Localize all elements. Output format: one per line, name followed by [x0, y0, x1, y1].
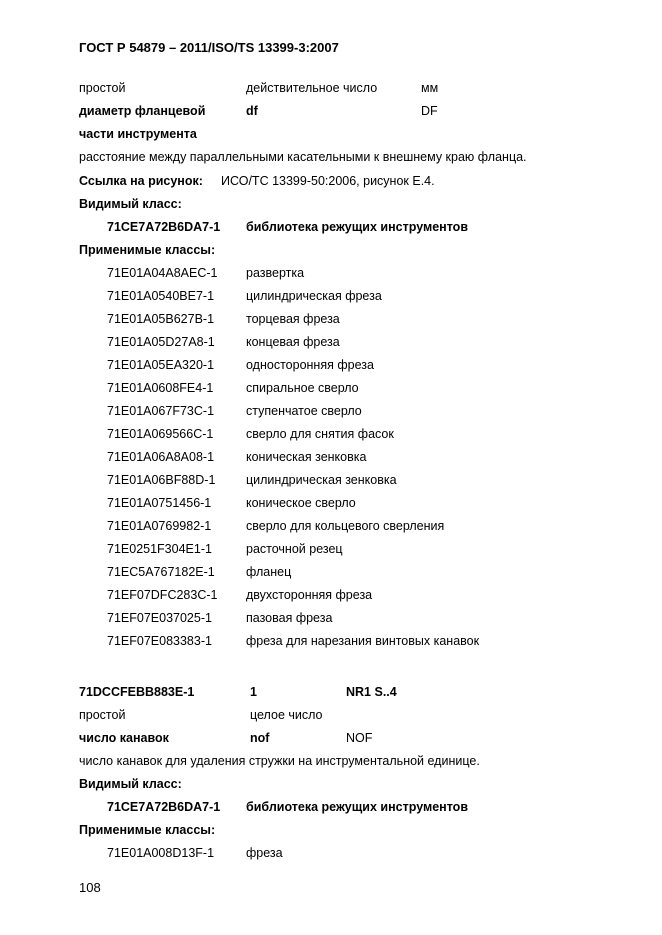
b2-visible-class-name: библиотека режущих инструментов: [246, 800, 469, 814]
b1-symbol: df: [246, 104, 258, 118]
applicable-name: фреза: [246, 846, 283, 860]
applicable-name: расточной резец: [246, 542, 343, 556]
b1-figure-ref-value: ИСО/ТС 13399-50:2006, рисунок Е.4.: [221, 174, 435, 188]
applicable-id: 71EF07E037025-1: [107, 611, 212, 625]
b2-type-label: простой: [79, 708, 126, 722]
applicable-id: 71E01A05B627B-1: [107, 312, 215, 326]
document-header: ГОСТ Р 54879 – 2011/ISO/TS 13399-3:2007: [79, 40, 339, 55]
applicable-id: 71E0251F304E1-1: [107, 542, 212, 556]
applicable-id: 71E01A0540BE7-1: [107, 289, 215, 303]
b1-definition: расстояние между параллельными касательными к внешнему краю фланца.: [79, 150, 527, 164]
b2-visible-class-id: 71CE7A72B6DA7-1: [107, 800, 221, 814]
applicable-name: двухсторонняя фреза: [246, 588, 373, 602]
applicable-id: 71E01A008D13F-1: [107, 846, 215, 860]
applicable-id: 71E01A0769982-1: [107, 519, 212, 533]
b2-format: NR1 S..4: [346, 685, 397, 699]
applicable-id: 71EF07E083383-1: [107, 634, 212, 648]
applicable-name: сверло для кольцевого сверления: [246, 519, 445, 533]
b1-unit: мм: [421, 81, 439, 95]
b2-version: 1: [250, 685, 257, 699]
b1-code: DF: [421, 104, 438, 118]
b2-definition: число канавок для удаления стружки на инструментальной единице.: [79, 754, 480, 768]
applicable-name: пазовая фреза: [246, 611, 333, 625]
applicable-name: концевая фреза: [246, 335, 340, 349]
b2-code: NOF: [346, 731, 373, 745]
applicable-name: торцевая фреза: [246, 312, 340, 326]
applicable-id: 71E01A05EA320-1: [107, 358, 215, 372]
applicable-name: цилиндрическая фреза: [246, 289, 382, 303]
page-number: 108: [79, 880, 101, 895]
applicable-name: односторонняя фреза: [246, 358, 374, 372]
b1-value-type: действительное число: [246, 81, 378, 95]
applicable-id: 71EF07DFC283C-1: [107, 588, 218, 602]
applicable-id: 71E01A0608FE4-1: [107, 381, 214, 395]
applicable-id: 71E01A069566C-1: [107, 427, 214, 441]
b2-value-type: целое число: [250, 708, 323, 722]
b2-applicable-label: Применимые классы:: [79, 823, 216, 837]
b2-symbol: nof: [250, 731, 270, 745]
applicable-name: коническое сверло: [246, 496, 356, 510]
b2-visible-class-label: Видимый класс:: [79, 777, 182, 791]
applicable-id: 71E01A06BF88D-1: [107, 473, 216, 487]
applicable-name: сверло для снятия фасок: [246, 427, 394, 441]
applicable-name: ступенчатое сверло: [246, 404, 362, 418]
applicable-name: развертка: [246, 266, 305, 280]
b1-name-line2: части инструмента: [79, 127, 197, 141]
b1-applicable-label: Применимые классы:: [79, 243, 216, 257]
applicable-name: фланец: [246, 565, 292, 579]
applicable-id: 71EC5A767182E-1: [107, 565, 215, 579]
applicable-id: 71E01A04A8AEC-1: [107, 266, 218, 280]
b1-visible-class-label: Видимый класс:: [79, 197, 182, 211]
b2-name: число канавок: [79, 731, 169, 745]
applicable-id: 71E01A067F73C-1: [107, 404, 215, 418]
applicable-id: 71E01A06A8A08-1: [107, 450, 215, 464]
b1-visible-class-name: библиотека режущих инструментов: [246, 220, 469, 234]
applicable-name: фреза для нарезания винтовых канавок: [246, 634, 480, 648]
b2-id: 71DCCFEBB883E-1: [79, 685, 195, 699]
applicable-id: 71E01A05D27A8-1: [107, 335, 215, 349]
b1-type-label: простой: [79, 81, 126, 95]
applicable-id: 71E01A0751456-1: [107, 496, 212, 510]
applicable-name: спиральное сверло: [246, 381, 359, 395]
b1-figure-ref-label: Ссылка на рисунок:: [79, 174, 203, 188]
b1-name-line1: диаметр фланцевой: [79, 104, 206, 118]
applicable-name: коническая зенковка: [246, 450, 367, 464]
applicable-name: цилиндрическая зенковка: [246, 473, 397, 487]
b1-visible-class-id: 71CE7A72B6DA7-1: [107, 220, 221, 234]
